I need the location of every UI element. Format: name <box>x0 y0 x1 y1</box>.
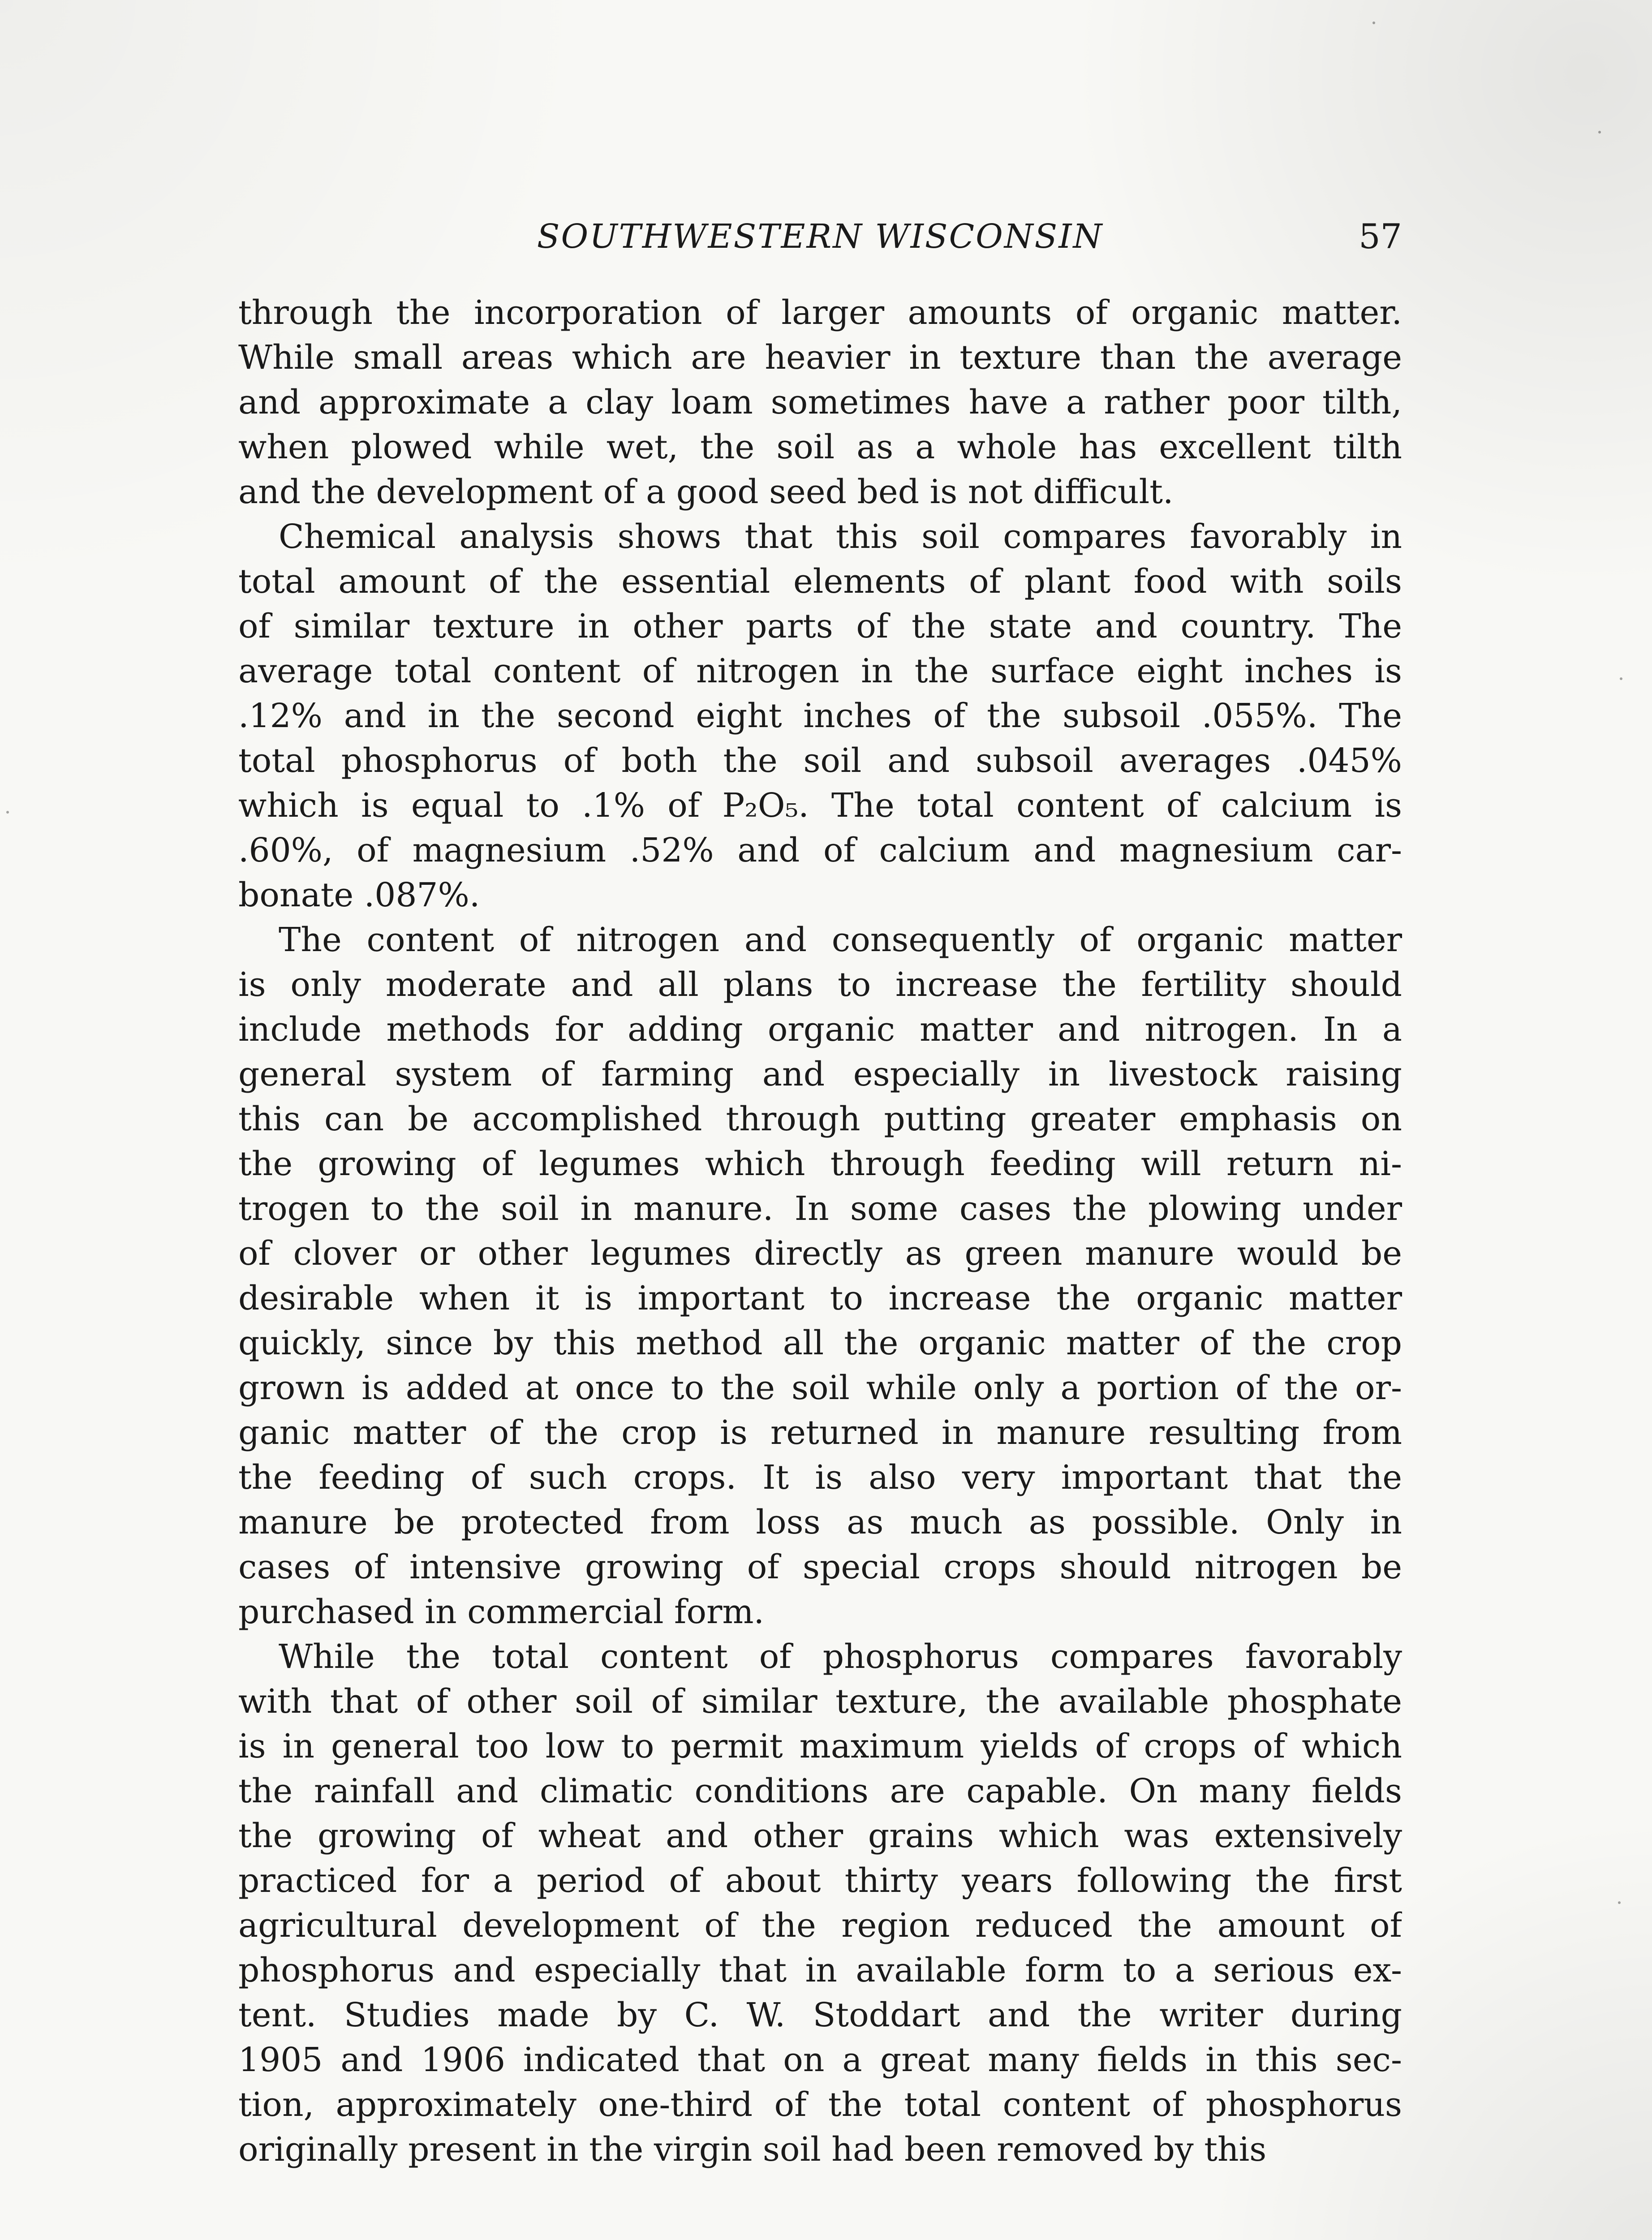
text-line: the rainfall and climatic conditions are capable. On many fields <box>238 1772 1402 1810</box>
text-line: manure be protected from loss as much as possible. Only in <box>238 1503 1402 1542</box>
text-line: cases of intensive growing of special crops should nitrogen be <box>238 1548 1402 1586</box>
running-head: SOUTHWESTERN WISCONSIN <box>537 217 1104 256</box>
text-line: grown is added at once to the soil while only a portion of the or- <box>238 1369 1402 1407</box>
text-line: 1905 and 1906 indicated that on a great many fields in this sec- <box>238 2041 1402 2079</box>
text-line: and approximate a clay loam sometimes have a rather poor tilth, <box>238 383 1402 422</box>
page-header <box>238 210 1402 263</box>
body-text <box>238 290 1402 2217</box>
text-line: Chemical analysis shows that this soil compares favorably in <box>279 517 1402 556</box>
text-line: tion, approximately one-third of the total content of phosphorus <box>238 2085 1402 2124</box>
text-line: purchased in commercial form. <box>238 1593 765 1631</box>
scan-speck <box>1598 131 1601 134</box>
text-line: .12% and in the second eight inches of the subsoil .055%. The <box>238 697 1402 735</box>
text-line: desirable when it is important to increase the organic matter <box>238 1279 1402 1318</box>
text-line: agricultural development of the region reduced the amount of <box>238 1906 1402 1945</box>
scan-speck <box>6 811 9 814</box>
text-line: is only moderate and all plans to increase the fertility should <box>238 965 1402 1004</box>
text-line: average total content of nitrogen in the surface eight inches is <box>238 652 1402 690</box>
text-line: which is equal to .1% of P₂O₅. The total content of calcium is <box>238 786 1402 825</box>
text-line: The content of nitrogen and consequently of organic matter <box>279 921 1402 959</box>
text-line: While the total content of phosphorus compares favorably <box>279 1637 1402 1676</box>
text-line: .60%, of magnesium .52% and of calcium and magnesium car- <box>238 831 1402 870</box>
text-line: ganic matter of the crop is returned in manure resulting from <box>238 1413 1402 1452</box>
text-line: with that of other soil of similar texture, the available phosphate <box>238 1682 1402 1721</box>
text-line: While small areas which are heavier in texture than the average <box>238 338 1402 377</box>
text-line: the feeding of such crops. It is also very important that the <box>238 1458 1402 1497</box>
text-line: when plowed while wet, the soil as a whole has excellent tilth <box>238 428 1402 466</box>
scan-speck <box>1372 22 1375 24</box>
text-line: of similar texture in other parts of the state and country. The <box>238 607 1402 646</box>
scan-speck <box>1620 677 1622 680</box>
text-line: is in general too low to permit maximum yields of crops of which <box>238 1727 1402 1766</box>
text-line: through the incorporation of larger amounts of organic matter. <box>238 293 1402 332</box>
text-line: tent. Studies made by C. W. Stoddart and the writer during <box>238 1996 1402 2034</box>
text-line: phosphorus and especially that in available form to a serious ex- <box>238 1951 1402 1990</box>
text-line: the growing of legumes which through feeding will return ni- <box>238 1145 1402 1183</box>
scan-speck <box>1618 1901 1621 1904</box>
text-line: the growing of wheat and other grains which was extensively <box>238 1817 1402 1855</box>
text-line: total amount of the essential elements of plant food with soils <box>238 562 1402 601</box>
text-line: general system of farming and especially in livestock raising <box>238 1055 1402 1094</box>
text-line: quickly, since by this method all the organic matter of the crop <box>238 1324 1402 1362</box>
text-line: total phosphorus of both the soil and subsoil averages .045% <box>238 741 1402 780</box>
text-line: originally present in the virgin soil had been removed by this <box>238 2130 1267 2169</box>
text-line: include methods for adding organic matter and nitrogen. In a <box>238 1010 1402 1049</box>
text-line: of clover or other legumes directly as green manure would be <box>238 1234 1402 1273</box>
text-line: bonate .087%. <box>238 876 480 914</box>
text-line: practiced for a period of about thirty years following the first <box>238 1861 1402 1900</box>
text-line: this can be accomplished through putting greater emphasis on <box>238 1100 1402 1138</box>
text-line: trogen to the soil in manure. In some cases the plowing under <box>238 1189 1402 1228</box>
text-line: and the development of a good seed bed is not difficult. <box>238 473 1174 511</box>
page-number: 57 <box>1359 216 1402 256</box>
